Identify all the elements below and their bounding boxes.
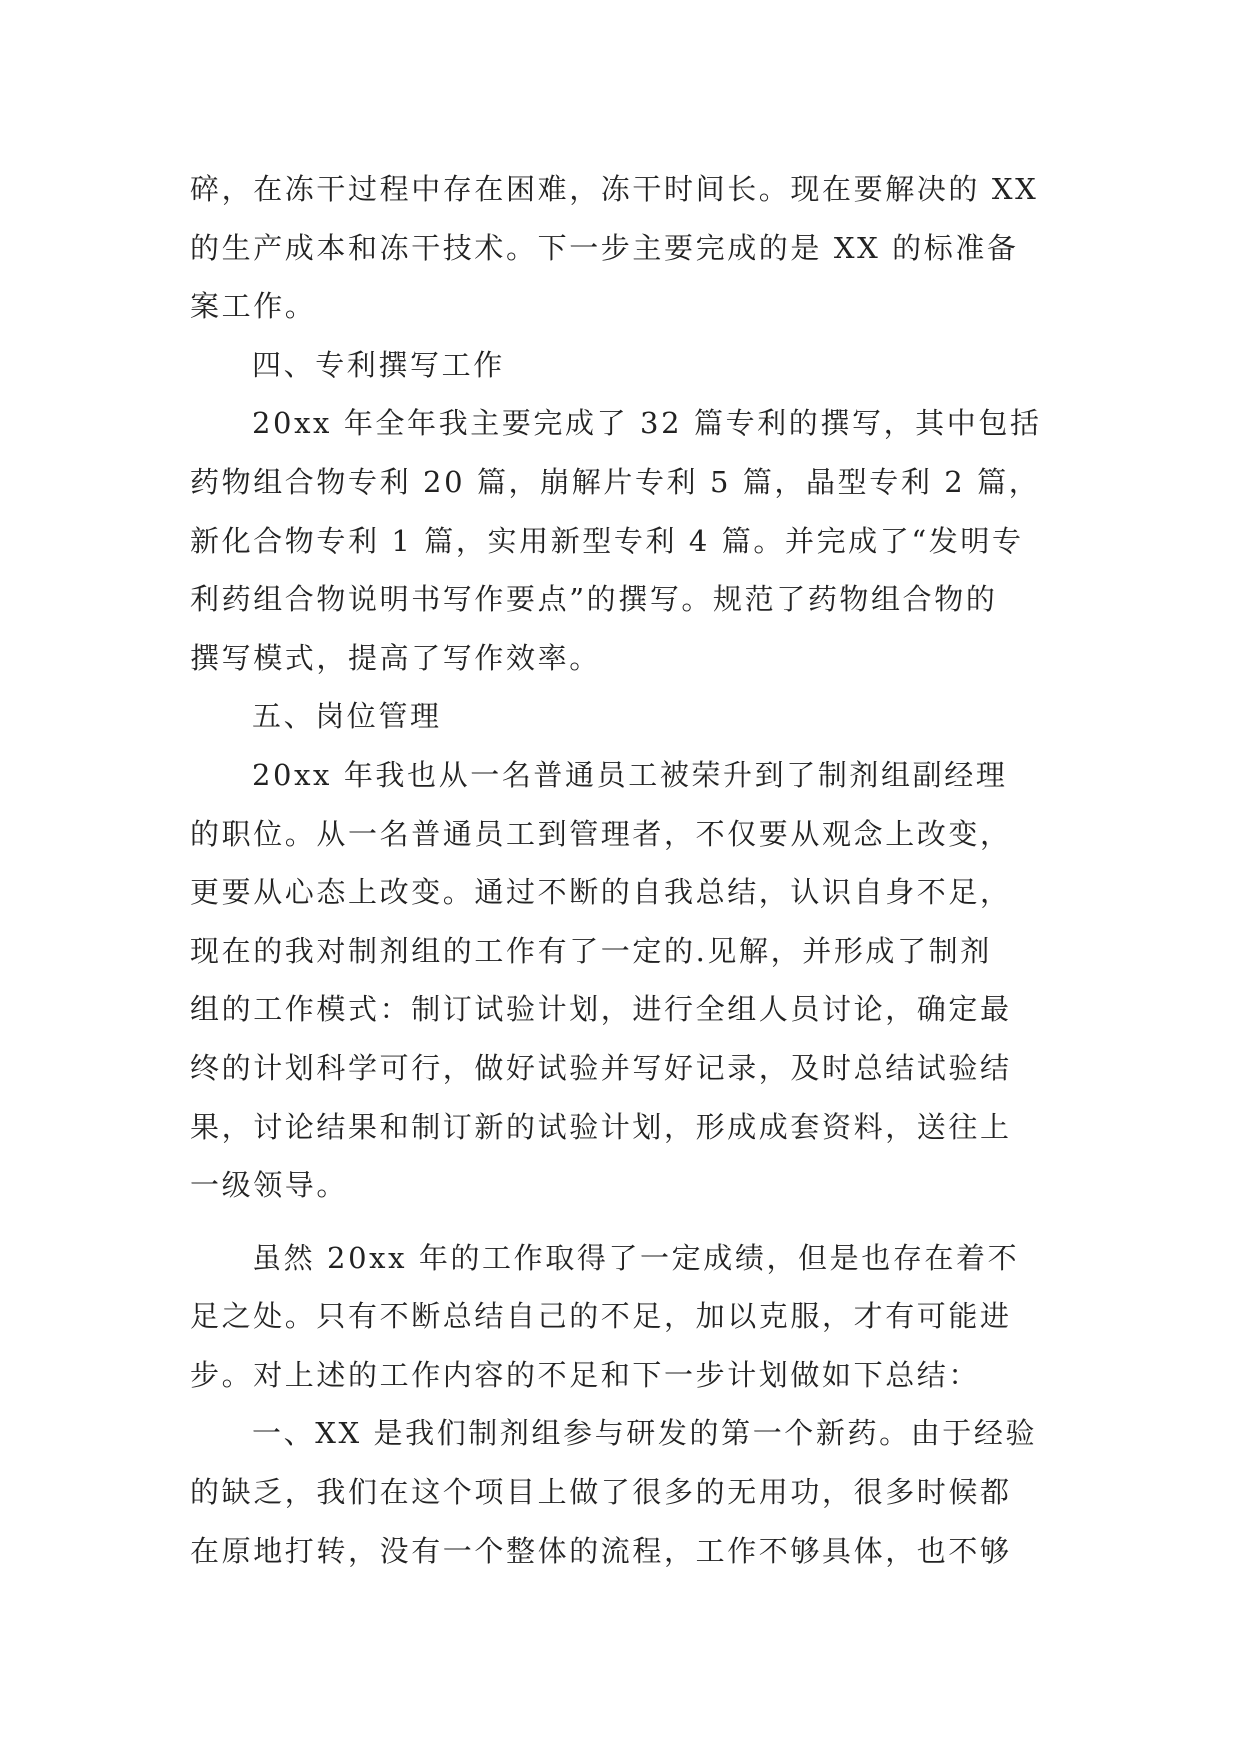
text-line: 一、XX 是我们制剂组参与研发的第一个新药。由于经验 <box>252 1416 1038 1451</box>
text-line: 药物组合物专利 20 篇，崩解片专利 5 篇，晶型专利 2 篇， <box>190 464 1041 499</box>
heading-text: 四、专利撰写工作 <box>252 347 505 382</box>
paragraph <box>190 160 1070 336</box>
text-line: 终的计划科学可行，做好试验并写好记录，及时总结试验结 <box>190 1050 1012 1085</box>
text-line: 在原地打转，没有一个整体的流程，工作不够具体，也不够 <box>190 1533 1012 1568</box>
text-line: 案工作。 <box>190 289 317 324</box>
text-line: 步。对上述的工作内容的不足和下一步计划做如下总结： <box>190 1357 981 1392</box>
paragraph <box>190 394 1070 687</box>
section-heading <box>190 336 1070 395</box>
paragraph <box>190 1229 1070 1405</box>
text-line: 果，讨论结果和制订新的试验计划，形成成套资料，送往上 <box>190 1109 1012 1144</box>
text-line: 虽然 20xx 年的工作取得了一定成绩，但是也存在着不 <box>252 1240 1020 1275</box>
text-line: 的职位。从一名普通员工到管理者，不仅要从观念上改变， <box>190 816 1012 851</box>
text-line: 现在的我对制剂组的工作有了一定的.见解，并形成了制剂 <box>190 933 992 968</box>
text-line: 撰写模式，提高了写作效率。 <box>190 640 601 675</box>
text-line: 一级领导。 <box>190 1168 349 1203</box>
document-body <box>190 160 1070 1580</box>
heading-text: 五、岗位管理 <box>252 699 442 734</box>
text-line: 碎，在冻干过程中存在困难，冻干时间长。现在要解决的 XX <box>190 172 1039 206</box>
text-line: 新化合物专利 1 篇，实用新型专利 4 篇。并完成了“发明专 <box>190 523 1024 558</box>
paragraph-spacing <box>190 1215 1070 1229</box>
text-line: 组的工作模式：制订试验计划，进行全组人员讨论，确定最 <box>190 992 1012 1027</box>
section-heading <box>190 687 1070 746</box>
text-line: 20xx 年全年我主要完成了 32 篇专利的撰写，其中包括 <box>252 406 1042 441</box>
paragraph <box>190 746 1070 1215</box>
text-line: 更要从心态上改变。通过不断的自我总结，认识自身不足， <box>190 875 1012 910</box>
text-line: 的生产成本和冻干技术。下一步主要完成的是 XX 的标准备 <box>190 230 1019 265</box>
text-line: 的缺乏，我们在这个项目上做了很多的无用功，很多时候都 <box>190 1475 1012 1510</box>
paragraph <box>190 1404 1070 1580</box>
text-line: 20xx 年我也从一名普通员工被荣升到了制剂组副经理 <box>252 757 1008 792</box>
text-line: 利药组合物说明书写作要点”的撰写。规范了药物组合物的 <box>190 582 998 617</box>
text-line: 足之处。只有不断总结自己的不足，加以克服，才有可能进 <box>190 1299 1012 1334</box>
